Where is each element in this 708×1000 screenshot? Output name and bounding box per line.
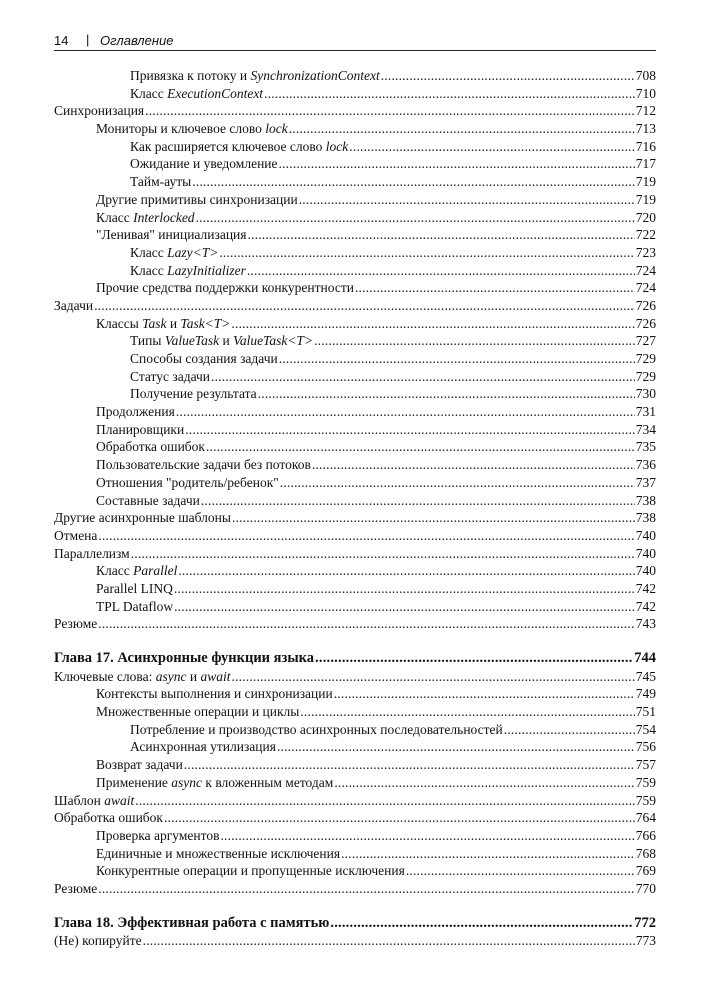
toc-page-number: 759: [635, 774, 656, 790]
toc-entry[interactable]: [54, 615, 656, 633]
toc-page-number: 757: [635, 757, 656, 773]
toc-entry[interactable]: [54, 421, 656, 439]
toc-entry-title: Продолжения: [96, 404, 175, 420]
dot-leader: [279, 350, 635, 368]
toc-entry[interactable]: [54, 862, 656, 880]
toc-entry-title: Задачи: [54, 297, 94, 313]
toc-entry-title: Резюме: [54, 616, 98, 632]
toc-entry[interactable]: [54, 845, 656, 863]
dot-leader: [192, 173, 635, 191]
toc-page-number: 726: [635, 315, 656, 331]
toc-entry[interactable]: [54, 385, 656, 403]
toc-entry[interactable]: [54, 562, 656, 580]
toc-page-number: 738: [635, 510, 656, 526]
toc-page-number: 727: [635, 333, 656, 349]
toc-entry[interactable]: [54, 774, 656, 792]
dot-leader: [231, 315, 634, 333]
toc-entry-title: Синхронизация: [54, 103, 145, 119]
toc-entry-title: Проверка аргументов: [96, 827, 220, 843]
toc-entry[interactable]: [54, 315, 656, 333]
toc-entry[interactable]: [54, 102, 656, 120]
toc-entry-title: "Ленивая" инициализация: [96, 227, 247, 243]
dot-leader: [184, 756, 635, 774]
dot-leader: [289, 120, 635, 138]
toc-chapter[interactable]: [54, 650, 656, 668]
toc-entry-title: Параллелизм: [54, 545, 130, 561]
toc-page-number: 756: [635, 739, 656, 755]
dot-leader: [504, 721, 635, 739]
dot-leader: [143, 932, 635, 950]
toc-entry[interactable]: [54, 438, 656, 456]
toc-entry[interactable]: [54, 368, 656, 386]
toc-entry[interactable]: [54, 668, 656, 686]
dot-leader: [334, 774, 634, 792]
toc-entry[interactable]: [54, 932, 656, 950]
toc-entry[interactable]: [54, 756, 656, 774]
toc-entry[interactable]: [54, 809, 656, 827]
toc-page-number: 731: [635, 404, 656, 420]
toc-entry-title: Привязка к потоку и SynchronizationContext: [130, 68, 380, 83]
toc-page-number: 759: [635, 792, 656, 808]
toc-page-number: 708: [635, 68, 656, 83]
toc-entry[interactable]: [54, 598, 656, 616]
toc-entry[interactable]: [54, 350, 656, 368]
dot-leader: [98, 880, 634, 898]
toc-page-number: 730: [635, 386, 656, 402]
toc-entry-title: Типы ValueTask и ValueTask<T>: [130, 333, 314, 349]
toc-entry-title: Обработка ошибок: [54, 810, 163, 826]
toc-entry[interactable]: [54, 703, 656, 721]
toc-entry[interactable]: [54, 209, 656, 227]
dot-leader: [334, 685, 635, 703]
toc-page-number: 740: [635, 527, 656, 543]
toc-entry-title: Ключевые слова: async и await: [54, 668, 231, 684]
toc-entry-title: Прочие средства поддержки конкурентности: [96, 280, 354, 296]
toc-page-number: 736: [635, 457, 656, 473]
toc-page-number: 726: [635, 297, 656, 313]
toc-page-number: 743: [635, 616, 656, 632]
toc-entry-title: Ожидание и уведомление: [130, 156, 278, 172]
toc-entry[interactable]: [54, 545, 656, 563]
dot-leader: [258, 385, 635, 403]
toc-entry-title: Применение async к вложенным методам: [96, 774, 334, 790]
toc-page-number: 769: [635, 863, 656, 879]
toc-entry-title: Тайм-ауты: [130, 174, 192, 190]
toc-entry-title: Потребление и производство асинхронных последовательностей: [130, 721, 503, 737]
dot-leader: [330, 915, 633, 933]
toc-entry[interactable]: [54, 474, 656, 492]
dot-leader: [219, 244, 634, 262]
toc-entry-title: Класс Parallel: [96, 563, 178, 579]
toc-entry-title: (Не) копируйте: [54, 933, 142, 949]
toc-entry[interactable]: [54, 120, 656, 138]
toc-entry-title: Резюме: [54, 880, 98, 896]
toc-page-number: 745: [635, 668, 656, 684]
dot-leader: [247, 262, 635, 280]
dot-leader: [185, 421, 635, 439]
toc-entry[interactable]: [54, 456, 656, 474]
dot-leader: [135, 792, 635, 810]
toc-entry-title: Составные задачи: [96, 492, 200, 508]
toc-entry-title: Класс ExecutionContext: [130, 85, 264, 101]
toc-page-number: 764: [635, 810, 656, 826]
dot-leader: [247, 226, 634, 244]
toc-entry-title: Мониторы и ключевое слово lock: [96, 121, 288, 137]
toc-entry-title: Класс LazyInitializer: [130, 262, 246, 278]
section-title: Оглавление: [100, 33, 174, 48]
toc-entry-title: Планировщики: [96, 421, 185, 437]
toc-entry[interactable]: [54, 580, 656, 598]
toc-entry[interactable]: [54, 138, 656, 156]
toc-entry-title: Статус задачи: [130, 368, 211, 384]
toc-page-number: 770: [635, 880, 656, 896]
toc-entry-title: Другие асинхронные шаблоны: [54, 510, 231, 526]
toc-page-number: 729: [635, 351, 656, 366]
toc-page-number: 773: [635, 933, 656, 949]
toc-entry-title: Отношения "родитель/ребенок": [96, 474, 279, 490]
dot-leader: [279, 155, 635, 173]
toc-page-number: 744: [634, 650, 656, 666]
dot-leader: [264, 85, 635, 103]
dot-leader: [280, 474, 635, 492]
toc-entry-title: Способы создания задачи: [130, 351, 278, 366]
toc-entry-title: Конкурентные операции и пропущенные исключения: [96, 863, 405, 879]
toc-entry-title: Другие примитивы синхронизации: [96, 191, 298, 207]
toc-entry[interactable]: [54, 173, 656, 191]
toc-page-number: 737: [635, 474, 656, 490]
dot-leader: [98, 527, 634, 545]
toc-entry[interactable]: [54, 403, 656, 421]
header-separator: |: [86, 32, 90, 47]
toc-entry-title: Как расширяется ключевое слово lock: [130, 138, 349, 154]
page-header: [54, 30, 656, 51]
toc-entry-title: Контексты выполнения и синхронизации: [96, 686, 333, 702]
toc-entry[interactable]: [54, 792, 656, 810]
toc-entry[interactable]: [54, 262, 656, 280]
toc-entry[interactable]: [54, 85, 656, 103]
toc-page-number: 719: [635, 191, 656, 207]
dot-leader: [314, 332, 635, 350]
dot-leader: [300, 703, 634, 721]
toc-page-number: 754: [635, 721, 656, 737]
toc-entry[interactable]: [54, 332, 656, 350]
dot-leader: [315, 650, 633, 668]
dot-leader: [145, 102, 635, 120]
dot-leader: [211, 368, 635, 386]
toc-page-number: 742: [635, 598, 656, 614]
toc-entry[interactable]: [54, 244, 656, 262]
toc-page-number: 729: [635, 368, 656, 384]
toc-entry-title: TPL Dataflow: [96, 598, 174, 614]
toc-entry-title: Отмена: [54, 527, 98, 543]
toc-page-number: 712: [635, 103, 656, 119]
dot-leader: [178, 562, 634, 580]
toc-page-number: 740: [635, 545, 656, 561]
page-number: 14: [54, 33, 69, 48]
toc-page-number: 740: [635, 563, 656, 579]
toc-page-number: 710: [635, 85, 656, 101]
toc-entry-title: Пользовательские задачи без потоков: [96, 457, 311, 473]
dot-leader: [164, 809, 635, 827]
toc-entry[interactable]: [54, 880, 656, 898]
toc-entry-title: Классы Task и Task<T>: [96, 315, 231, 331]
dot-leader: [232, 509, 635, 527]
toc-entry-title: Parallel LINQ: [96, 580, 173, 596]
toc-entry[interactable]: [54, 738, 656, 756]
toc-entry[interactable]: [54, 155, 656, 173]
toc-page-number: 772: [634, 914, 656, 931]
toc-entry-title: Обработка ошибок: [96, 439, 205, 455]
chapter-gap: [54, 898, 656, 915]
dot-leader: [174, 598, 635, 616]
toc-page-number: 742: [635, 580, 656, 596]
toc-page-number: 717: [635, 156, 656, 172]
dot-leader: [381, 67, 635, 85]
dot-leader: [196, 209, 635, 227]
toc-entry-title: Глава 18. Эффективная работа с памятью: [54, 914, 330, 931]
toc-page-number: 722: [635, 227, 656, 243]
toc-page-number: 720: [635, 209, 656, 225]
toc-page-number: 734: [635, 421, 656, 437]
toc-page-number: 738: [635, 492, 656, 508]
toc-page-number: 751: [635, 704, 656, 720]
toc-entry[interactable]: [54, 191, 656, 209]
table-of-contents: [54, 67, 656, 950]
toc-page-number: 768: [635, 845, 656, 861]
toc-entry[interactable]: [54, 226, 656, 244]
dot-leader: [231, 668, 634, 686]
toc-entry-title: Возврат задачи: [96, 757, 183, 773]
dot-leader: [176, 403, 635, 421]
dot-leader: [277, 738, 635, 756]
dot-leader: [355, 279, 635, 297]
toc-entry[interactable]: [54, 67, 656, 85]
dot-leader: [341, 845, 635, 863]
toc-entry[interactable]: [54, 685, 656, 703]
toc-page-number: 735: [635, 439, 656, 455]
toc-page-number: 713: [635, 121, 656, 137]
dot-leader: [349, 138, 634, 156]
dot-leader: [94, 297, 635, 315]
toc-page-number: 724: [635, 262, 656, 278]
toc-entry[interactable]: [54, 492, 656, 510]
dot-leader: [174, 580, 635, 598]
toc-entry-title: Получение результата: [130, 386, 257, 402]
toc-entry[interactable]: [54, 279, 656, 297]
toc-page-number: 719: [635, 174, 656, 190]
toc-entry-title: Множественные операции и циклы: [96, 704, 300, 720]
toc-entry[interactable]: [54, 827, 656, 845]
toc-entry-title: Шаблон await: [54, 792, 135, 808]
dot-leader: [406, 862, 635, 880]
chapter-gap: [54, 633, 656, 650]
toc-page-number: 716: [635, 138, 656, 154]
toc-entry[interactable]: [54, 527, 656, 545]
toc-page-number: 749: [635, 686, 656, 702]
dot-leader: [98, 615, 634, 633]
dot-leader: [201, 492, 635, 510]
toc-entry-title: Класс Lazy<T>: [130, 244, 219, 260]
toc-entry[interactable]: [54, 721, 656, 739]
toc-page-number: 766: [635, 827, 656, 843]
toc-entry[interactable]: [54, 509, 656, 527]
toc-page-number: 723: [635, 244, 656, 260]
toc-entry-title: Класс Interlocked: [96, 209, 195, 225]
dot-leader: [299, 191, 635, 209]
dot-leader: [206, 438, 635, 456]
dot-leader: [131, 545, 635, 563]
toc-page-number: 724: [635, 280, 656, 296]
toc-entry[interactable]: [54, 297, 656, 315]
toc-chapter[interactable]: [54, 915, 656, 933]
dot-leader: [220, 827, 634, 845]
toc-entry-title: Глава 17. Асинхронные функции языка: [54, 650, 315, 666]
dot-leader: [312, 456, 635, 474]
toc-entry-title: Асинхронная утилизация: [130, 739, 276, 755]
toc-entry-title: Единичные и множественные исключения: [96, 845, 341, 861]
